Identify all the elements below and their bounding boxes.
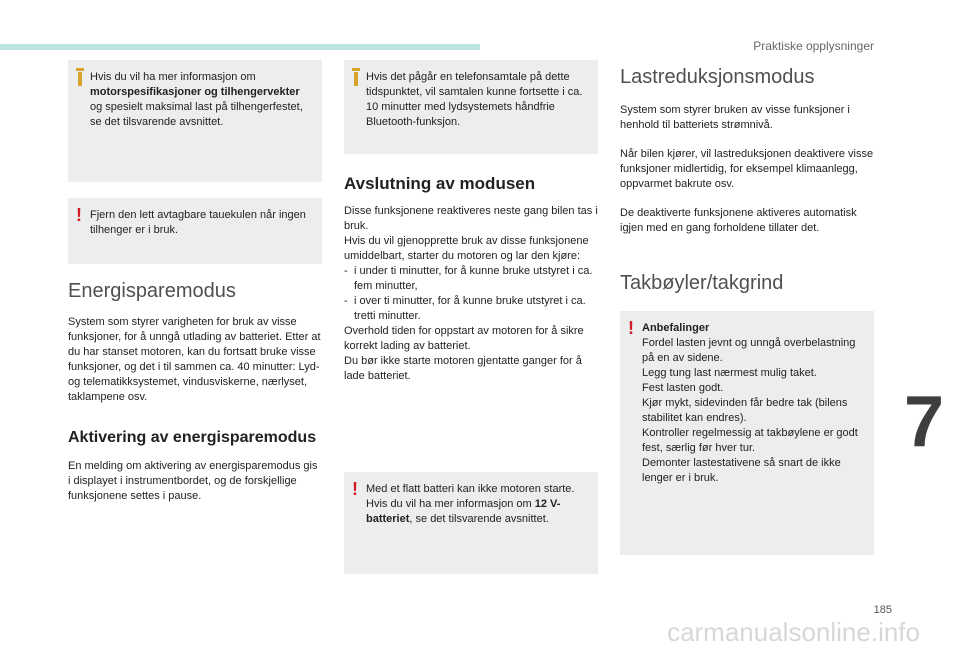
column-2 (344, 60, 598, 525)
info-icon (78, 72, 82, 86)
info-text: Hvis du vil ha mer informasjon om motorspesifikasjoner og tilhengervekter og spesielt maksimal last på tilhengerfestet, se det tilsvarende avsnittet. (90, 71, 303, 128)
column-1 (68, 60, 322, 504)
info-text: Hvis det pågår en telefonsamtale på dette tidspunktet, vil samtalen kunne fortsette i ca. 10 minutter med lydsystemets håndfrie Bluetooth-funksjon. (366, 71, 583, 128)
heading-roof-bars: Takbøyler/takgrind (620, 272, 784, 294)
list-item: - i under ti minutter, for å kunne bruke utstyret i ca. fem minutter, (344, 265, 593, 292)
end-mode-body (344, 204, 598, 384)
header-accent-bar (0, 44, 480, 50)
paragraph-observe: Overhold tiden for oppstart av motoren for å sikre korrekt lading av batteriet. (344, 325, 584, 352)
warning-box-recommendations (620, 311, 874, 555)
warning-box-flat-battery (344, 472, 598, 574)
page-number: 185 (873, 604, 892, 616)
watermark[interactable]: carmanualsonline.info (667, 617, 920, 647)
warning-icon: ! (76, 205, 82, 225)
warning-text-2: Hvis du vil ha mer informasjon om 12 V-batteriet, se det tilsvarende avsnittet. (366, 498, 561, 525)
paragraph-activation: En melding om aktivering av energisparemodus gis i displayet i instrumentbordet, og de forskjellige funksjonene settes i pause. (68, 460, 318, 502)
paragraph-load-2: Når bilen kjører, vil lastreduksjonen deaktivere visse funksjoner midlertidig, for eksempel klimaanlegg, oppvarmet bakrute osv. (620, 148, 874, 190)
recommendation-line: Fest lasten godt. (642, 382, 724, 394)
info-box-towing (68, 60, 322, 182)
recommendation-line: Legg tung last nærmest mulig taket. (642, 367, 817, 379)
recommendation-line: Kjør mykt, sidevinden får bedre tak (bilens stabilitet kan endres). (642, 397, 848, 424)
heading-load-reduction: Lastreduksjonsmodus (620, 66, 815, 88)
paragraph-load-1: System som styrer bruken av visse funksjoner i henhold til batteriets strømnivå. (620, 104, 850, 131)
warning-text: Fjern den lett avtagbare tauekulen når ingen tilhenger er i bruk. (90, 209, 306, 236)
recommendations-title: Anbefalinger (642, 322, 710, 334)
column-3 (620, 60, 874, 555)
paragraph-restore: Hvis du vil gjenopprette bruk av disse funksjonene umiddelbart, starter du motoren og lar den kjøre: (344, 235, 589, 262)
section-title: Praktiske opplysninger (753, 39, 874, 53)
recommendation-line: Fordel lasten jevnt og unngå overbelastning på en av sidene. (642, 337, 856, 364)
recommendation-line: Kontroller regelmessig at takbøylene er godt fest, særlig før hver tur. (642, 427, 858, 454)
list-item: - i over ti minutter, for å kunne bruke utstyret i ca. tretti minutter. (344, 295, 586, 322)
warning-icon: ! (352, 479, 358, 499)
chapter-number: 7 (904, 382, 945, 462)
paragraph-dont-restart: Du bør ikke starte motoren gjentatte ganger for å lade batteriet. (344, 355, 582, 382)
paragraph-load-3: De deaktiverte funksjonene aktiveres automatisk igjen med en gang forholdene tillater det. (620, 207, 857, 234)
heading-energy-saving: Energisparemodus (68, 280, 236, 302)
chapter-tab (900, 382, 960, 472)
warning-box-towball (68, 198, 322, 264)
heading-end-mode: Avslutning av modusen (344, 174, 536, 193)
warning-icon: ! (628, 318, 634, 338)
info-icon (354, 72, 358, 86)
paragraph-energy-saving: System som styrer varigheten for bruk av visse funksjoner, for å unngå utlading av batteriet. Etter at du har stanset motoren, kan du fortsatt bruke visse funksjoner, og det i til sammen ca. 40 minutter: Lyd- og telematikksystemet, vindusviskerne, nærlyset, taklampene osv. (68, 316, 321, 403)
recommendation-line: Demonter lastestativene så snart de ikke lenger er i bruk. (642, 457, 841, 484)
paragraph-reactivate: Disse funksjonene reaktiveres neste gang bilen tas i bruk. (344, 205, 598, 232)
heading-activation: Aktivering av energisparemodus (68, 429, 317, 446)
info-box-phone-call (344, 60, 598, 154)
warning-text-1: Med et flatt batteri kan ikke motoren starte. (366, 483, 575, 495)
